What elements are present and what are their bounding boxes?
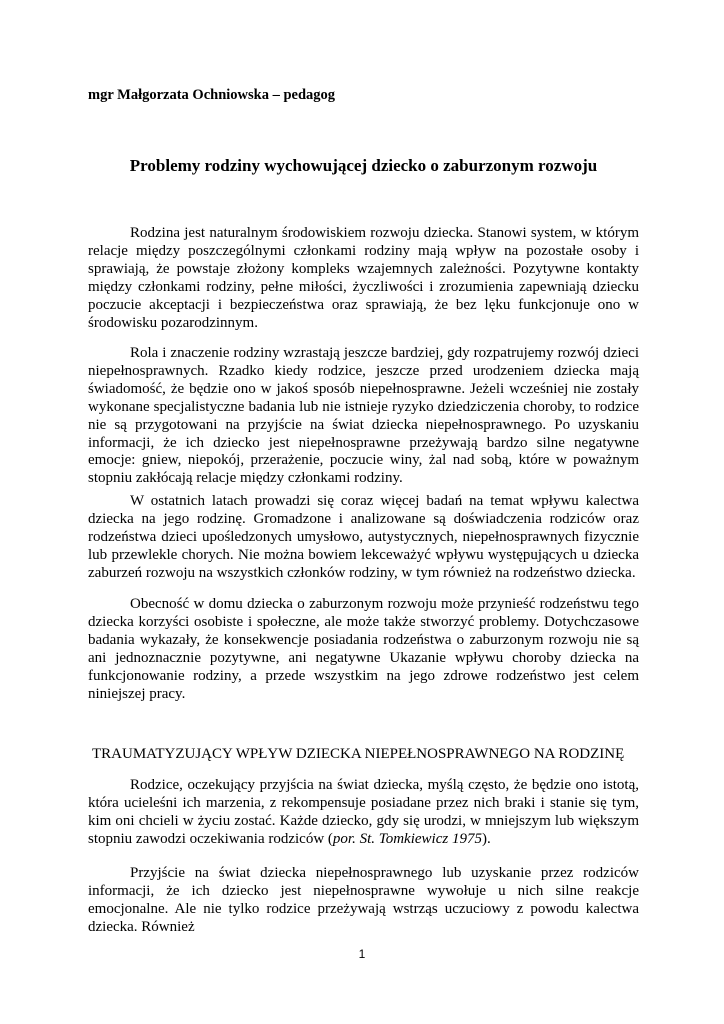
section-paragraph-2 [88,865,639,937]
body-paragraph-2 [88,345,639,488]
body-paragraph-3 [88,493,639,583]
section-heading: TRAUMATYZUJĄCY WPŁYW DZIECKA NIEPEŁNOSPRAWNEGO NA RODZINĘ [92,746,625,762]
paragraph-text [88,777,639,849]
paragraph-text-after-citation: ). [481,830,491,847]
page-number: 1 [358,947,366,961]
body-paragraph-1 [88,225,639,332]
citation: por. St. Tomkiewicz 1975 [332,830,482,847]
paragraph-text: W ostatnich latach prowadzi się coraz więcej badań na temat wpływu kalectwa dziecka na jego rodzinę. Gromadzone i analizowane są doświadczenia rodziców oraz rodzeństwa dzieci upośledzonych umysłowo, autystycznych, niepełnosprawnych fizycznie lub przewlekle chorych. Nie można bowiem lekceważyć wpływu występujących u dziecka zaburzeń rozwoju na wszystkich członków rodziny, w tym również na rodzeństwo dziecka. [88,493,639,581]
paragraph-text: Przyjście na świat dziecka niepełnosprawnego lub uzyskanie przez rodziców informacji, że ich dziecko jest niepełnosprawne wywołuje u nich silne reakcje emocjonalne. Ale nie tylko rodzice przeżywają wstrząs uczuciowy z powodu kalectwa dziecka. Również [88,865,639,935]
paragraph-text: Obecność w domu dziecka o zaburzonym rozwoju może przynieść rodzeństwu tego dziecka korzyści osobiste i społeczne, ale może także stworzyć problemy. Dotychczasowe badania wykazały, że konsekwencje posiadania rodzeństwa o zaburzonym rozwoju nie są ani jednoznacznie pozytywne, ani negatywne Ukazanie wpływu choroby dziecka na funkcjonowanie rodziny, a przede wszystkim na jego zdrowe rodzeństwo jest celem niniejszej pracy. [88,596,639,702]
paragraph-text-before-citation: Rodzice, oczekujący przyjścia na świat dziecka, myślą często, że będzie ono istotą, która ucieleśni ich marzenia, z rekompensuje posiadane przez nich braki i stanie się tym, kim oni chcieli w życiu zostać. Każde dziecko, gdy się urodzi, w mniejszym lub większym stopniu zawodzi oczekiwania rodziców ( [88,777,639,847]
paragraph-text: Rodzina jest naturalnym środowiskiem rozwoju dziecka. Stanowi system, w którym relacje między poszczególnymi członkami rodziny mają wpływ na pozostałe osoby i sprawiają, że powstaje złożony kompleks wzajemnych zależności. Pozytywne kontakty między członkami rodziny, pełne miłości, życzliwości i zrozumienia zapewniają dziecku poczucie akceptacji i bezpieczeństwa oraz sprawiają, że bez lęku funkcjonuje ono w środowisku pozarodzinnym. [88,225,639,331]
section-paragraph-1 [88,777,639,849]
body-paragraph-4 [88,596,639,703]
page-title: Problemy rodziny wychowującej dziecko o zaburzonym rozwoju [129,156,598,175]
paragraph-text: Rola i znaczenie rodziny wzrastają jeszcze bardziej, gdy rozpatrujemy rozwój dzieci niepełnosprawnych. Rzadko kiedy rodzice, jeszcze przed urodzeniem dziecka mają świadomość, że będzie ono w jakoś sposób niepełnosprawne. Jeżeli wcześniej nie zostały wykonane specjalistyczne badania lub nie istnieje ryzyko dziedziczenia choroby, to rodzice nie są przygotowani na przyjście na świat dziecka niepełnosprawnego. Po uzyskaniu informacji, że ich dziecko jest niepełnosprawne przeżywają bardzo silne negatywne emocje: gniew, niepokój, przerażenie, poczucie winy, żal nad sobą, które w poważnym stopniu zakłócają relacje między członkami rodziny. [88,345,639,487]
author-line: mgr Małgorzata Ochniowska – pedagog [88,87,336,103]
